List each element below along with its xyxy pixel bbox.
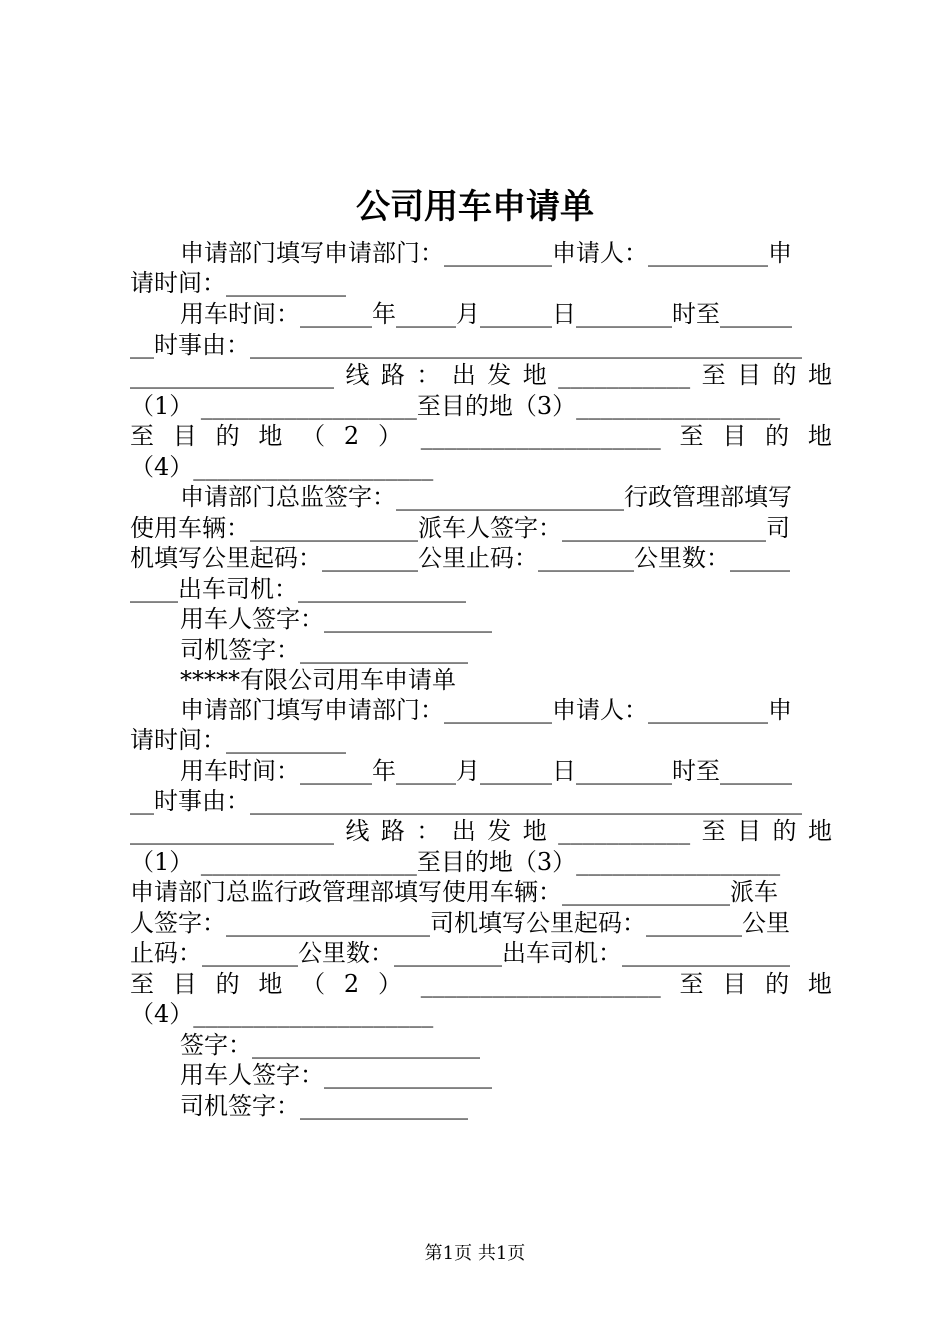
text-line: __时事由：______________________________________________: [130, 331, 802, 359]
text-token: （: [301, 970, 326, 998]
text-token: 的: [215, 422, 240, 450]
text-token: ：: [416, 817, 441, 845]
text-line: 申请部门填写申请部门：_________申请人：__________申: [180, 239, 792, 267]
text-token: 至: [679, 422, 704, 450]
text-token: 至: [130, 422, 154, 450]
text-token: （: [301, 422, 326, 450]
text-token: 的: [765, 970, 790, 998]
text-token: 至: [679, 970, 704, 998]
text-token: 地: [522, 817, 547, 845]
text-token: 目: [172, 422, 197, 450]
text-line: 使用车辆：______________派车人签字：_________________司: [130, 514, 790, 542]
section-heading: *****有限公司用车申请单: [180, 666, 456, 694]
text-line: ____出车司机：______________: [130, 575, 466, 603]
text-token: 路: [380, 361, 405, 389]
text-line: 申请部门总监签字：___________________行政管理部填写: [180, 483, 792, 511]
text-token: 地: [807, 970, 832, 998]
text-line: （4）____________________: [130, 1000, 434, 1028]
text-token: 地: [807, 361, 832, 389]
text-token: 至: [701, 361, 726, 389]
text-line: 签字：___________________: [180, 1031, 480, 1059]
text-line: 止码：________公里数：_________出车司机：______________: [130, 939, 790, 967]
text-line: 申请部门填写申请部门：_________申请人：__________申: [180, 696, 792, 724]
text-token: ：: [416, 361, 441, 389]
text-token: 2: [343, 970, 360, 998]
text-token: 地: [258, 422, 283, 450]
text-line: [130, 421, 832, 451]
text-line: __时事由：______________________________________________: [130, 787, 802, 815]
text-line: 请时间：__________: [130, 726, 346, 754]
text-token: 目: [737, 817, 762, 845]
text-line: 司机签字：______________: [180, 636, 468, 664]
text-token: ）: [377, 970, 402, 998]
text-token: 目: [172, 970, 197, 998]
text-line: 用车时间：______年_____月______日________时至______: [180, 757, 792, 785]
text-line: 请时间：__________: [130, 269, 346, 297]
text-token: 发: [487, 361, 512, 389]
text-token: 至: [701, 817, 726, 845]
text-token: 地: [807, 817, 832, 845]
text-token: ___________: [558, 361, 691, 389]
text-line: 用车人签字：______________: [180, 605, 492, 633]
text-token: ____________________: [420, 422, 661, 450]
text-token: _________________: [130, 361, 334, 389]
text-line: 申请部门总监行政管理部填写使用车辆：______________派车: [130, 878, 778, 906]
text-line: [130, 969, 832, 999]
text-line: （4）____________________: [130, 453, 434, 481]
text-token: 目: [722, 422, 747, 450]
page-footer: 第1页 共1页: [424, 1243, 526, 1264]
text-line: 人签字：_________________司机填写公里起码：________公里: [130, 909, 790, 937]
text-token: 路: [380, 817, 405, 845]
text-token: _________________: [130, 817, 334, 845]
text-token: 出: [451, 817, 476, 845]
text-token: 2: [343, 422, 360, 450]
text-token: 目: [737, 361, 762, 389]
text-token: 至: [130, 970, 154, 998]
text-token: 线: [345, 361, 370, 389]
text-token: 发: [487, 817, 512, 845]
text-line: [130, 816, 832, 846]
text-line: [130, 360, 832, 390]
text-line: （1） __________________至目的地（3）_________________: [130, 392, 781, 420]
text-line: 用车时间：______年_____月______日________时至______: [180, 300, 792, 328]
text-line: （1） __________________至目的地（3）_________________: [130, 848, 781, 876]
text-line: 用车人签字：______________: [180, 1061, 492, 1089]
text-token: ____________________: [420, 970, 661, 998]
text-token: 地: [522, 361, 547, 389]
text-token: 目: [722, 970, 747, 998]
text-token: 的: [772, 817, 797, 845]
text-token: 地: [807, 422, 832, 450]
text-line: 机填写公里起码：________公里止码：________公里数：_____: [130, 544, 790, 572]
text-token: ___________: [558, 817, 691, 845]
text-token: 出: [451, 361, 476, 389]
text-token: ）: [377, 422, 402, 450]
text-token: 线: [345, 817, 370, 845]
text-line: 司机签字：______________: [180, 1092, 468, 1120]
text-token: 的: [772, 361, 797, 389]
text-token: 的: [215, 970, 240, 998]
document-title: 公司用车申请单: [356, 187, 594, 227]
text-token: 地: [258, 970, 283, 998]
text-token: 的: [765, 422, 790, 450]
